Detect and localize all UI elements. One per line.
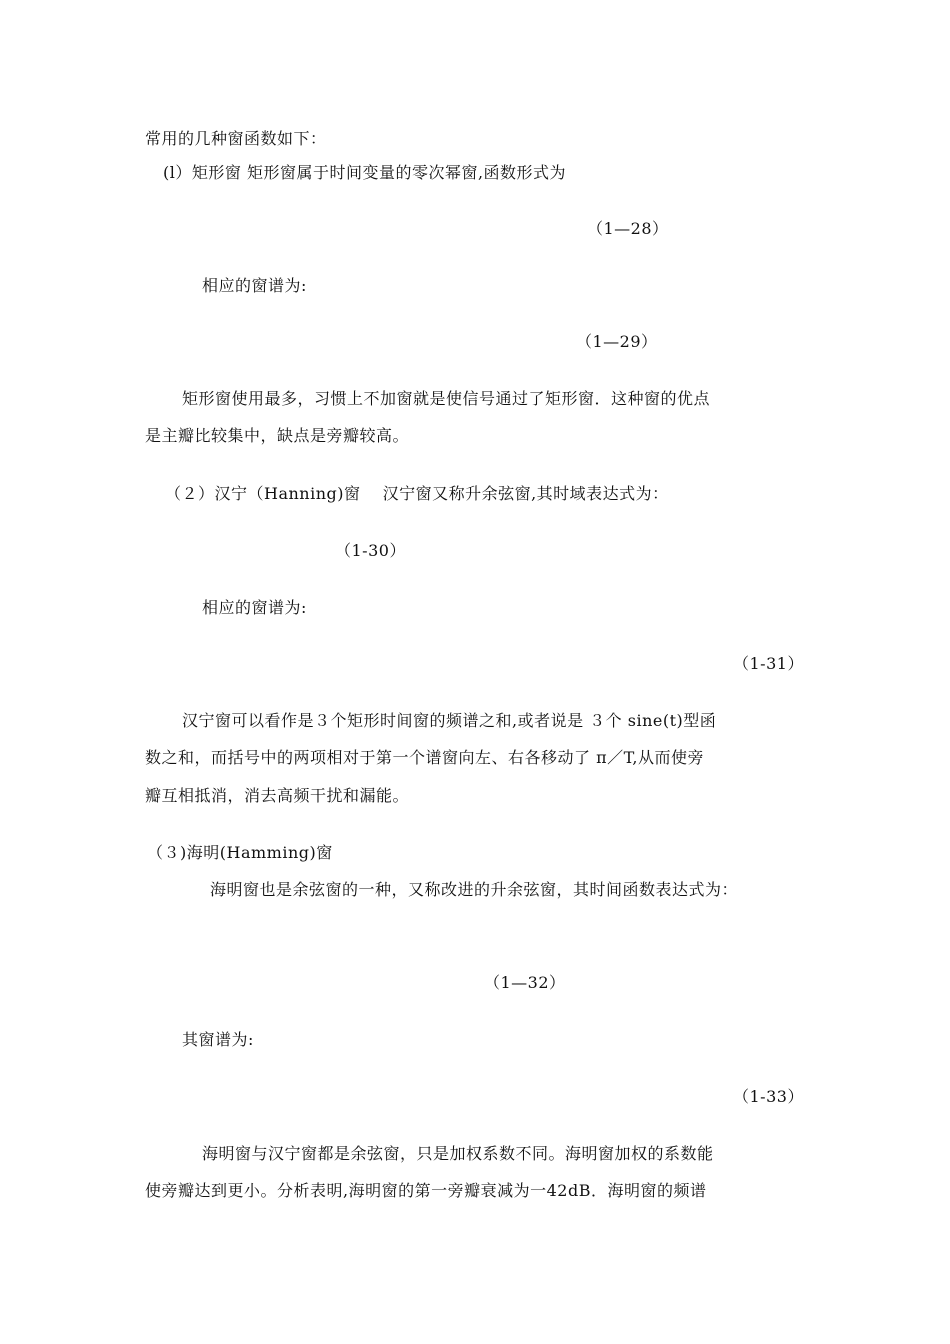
hamming-description-line: 海明窗与汉宁窗都是余弦窗，只是加权系数不同。海明窗加权的系数能 [202,1144,714,1163]
intro-text: 常用的几种窗函数如下： [145,129,327,148]
hamming-description-line: 使旁瓣达到更小。分析表明,海明窗的第一旁瓣衰减为一42dB．海明窗的频谱 [145,1181,707,1200]
equation-number-1-28: （1—28） [587,219,669,238]
hanning-description-line: 汉宁窗可以看作是３个矩形时间窗的频谱之和,或者说是 ３个 sine(t)型函 [182,711,717,730]
hanning-spectrum-label: 相应的窗谱为: [202,598,307,617]
equation-number-1-33: （1-33） [733,1087,804,1106]
rect-description-line: 矩形窗使用最多，习惯上不加窗就是使信号通过了矩形窗．这种窗的优点 [182,389,711,408]
hanning-description-line: 数之和，而括号中的两项相对于第一个谱窗向左、右各移动了 π／T,从而使旁 [145,748,705,767]
rect-window-heading: (l）矩形窗 矩形窗属于时间变量的零次幂窗,函数形式为 [163,163,567,182]
hamming-spectrum-label: 其窗谱为: [182,1030,254,1049]
hanning-description-line: 瓣互相抵消，消去高频干扰和漏能。 [145,786,410,805]
hamming-window-heading: （３)海明(Hamming)窗 [147,843,333,862]
hanning-window-heading: （２）汉宁（Hanning)窗 汉宁窗又称升余弦窗,其时域表达式为： [165,484,669,503]
rect-description-line: 是主瓣比较集中，缺点是旁瓣较高。 [145,426,410,445]
rect-spectrum-label: 相应的窗谱为: [202,276,307,295]
hamming-intro: 海明窗也是余弦窗的一种，又称改进的升余弦窗，其时间函数表达式为： [210,880,739,899]
equation-number-1-29: （1—29） [576,332,658,351]
equation-number-1-32: （1—32） [484,973,566,992]
equation-number-1-31: （1-31） [733,654,804,673]
equation-number-1-30: （1-30） [335,541,406,560]
